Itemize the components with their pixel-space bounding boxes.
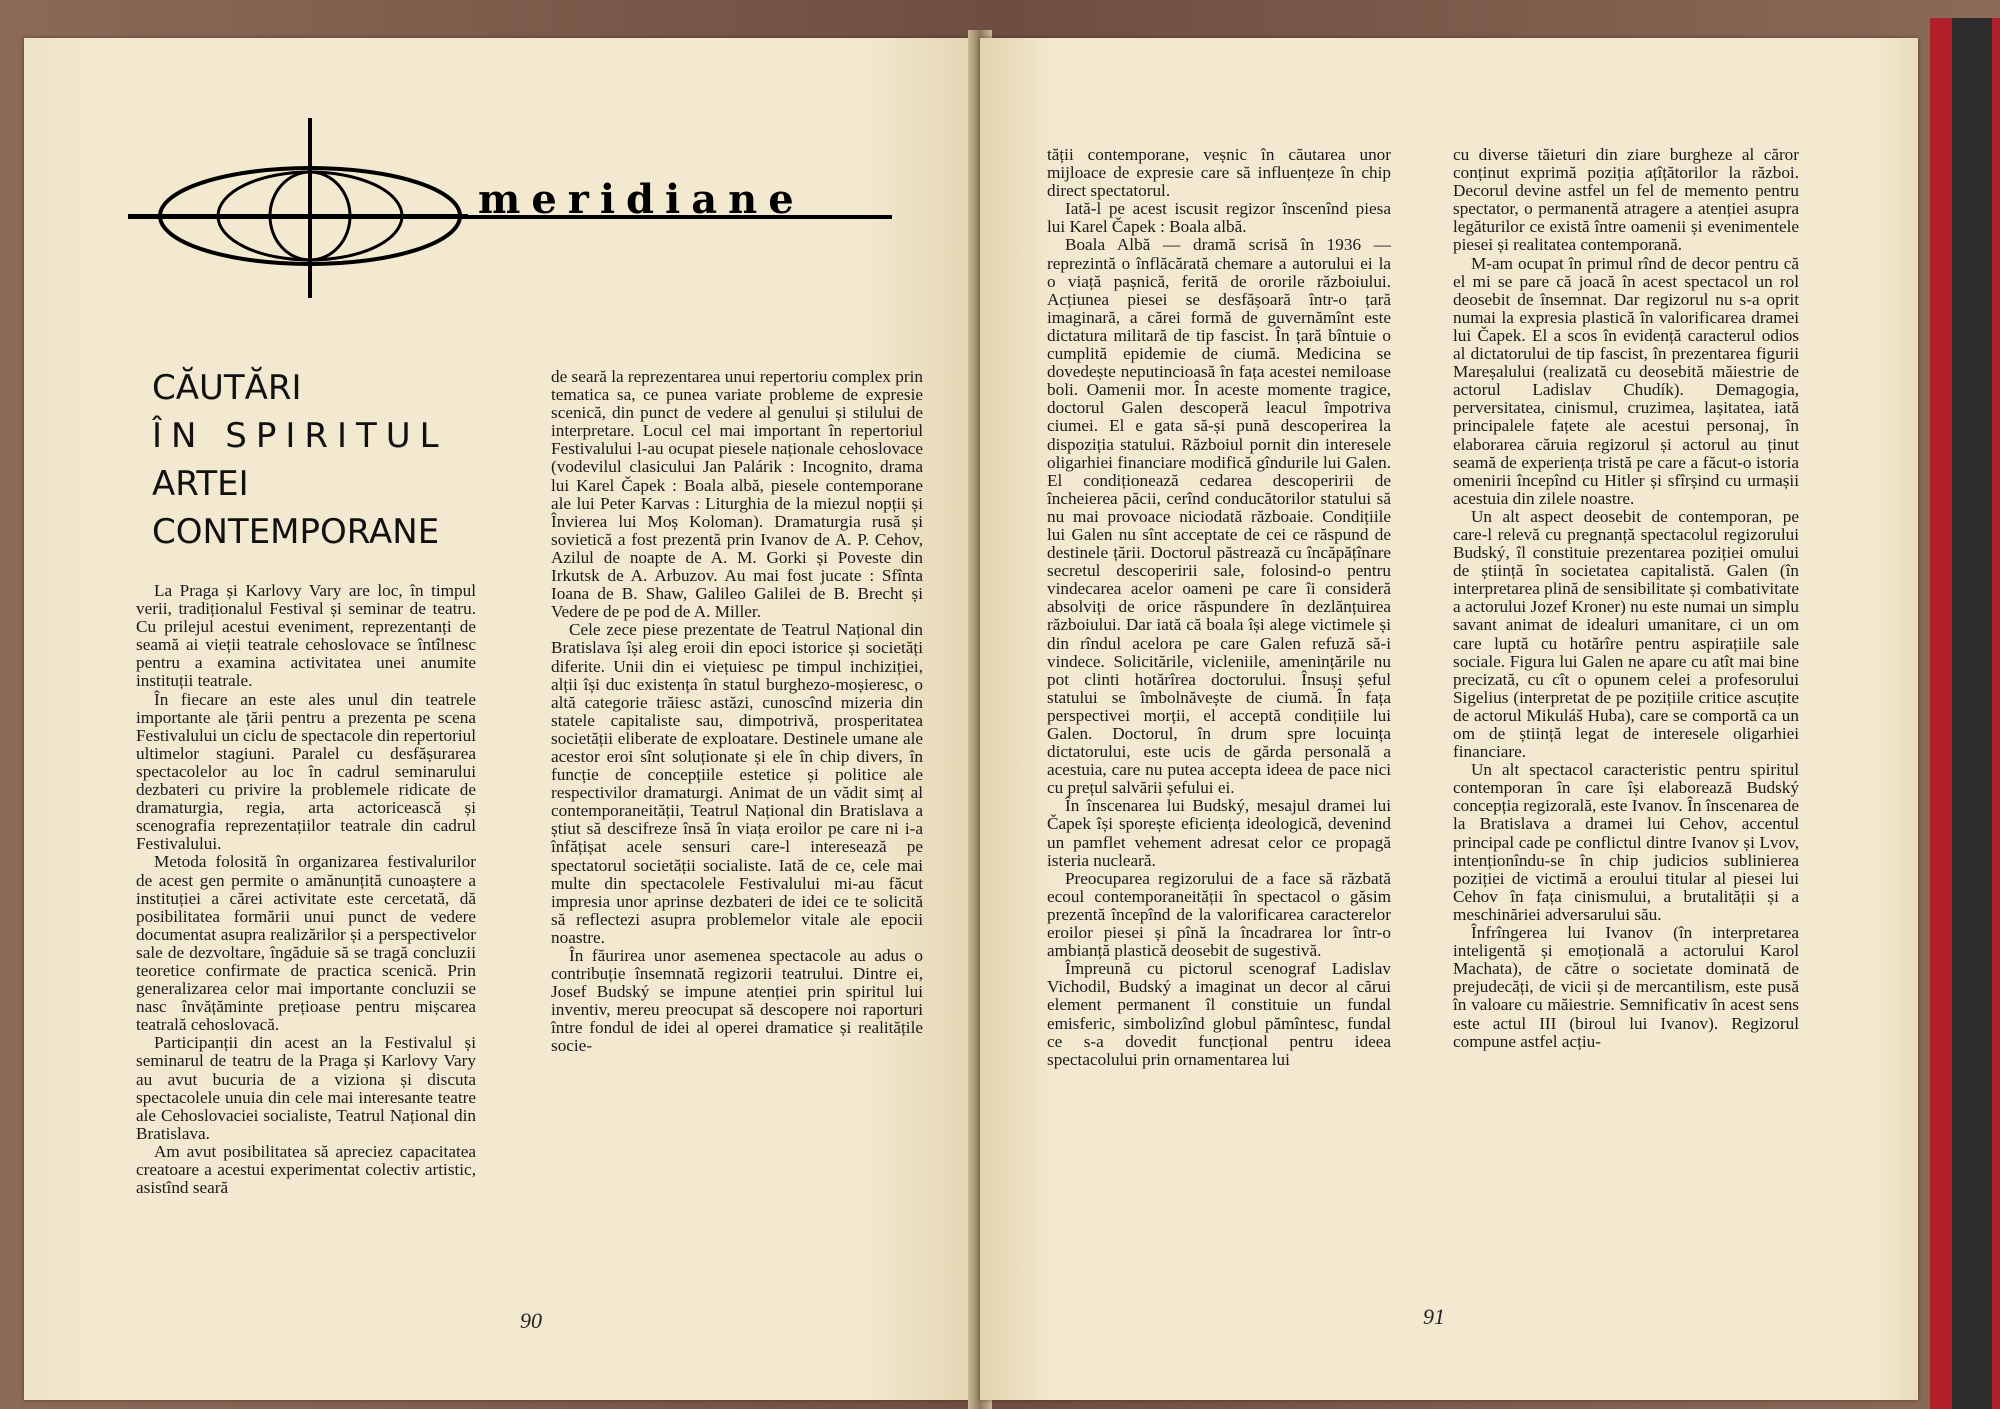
paragraph: Metoda folosită în organizarea festivalurilor de acest gen permite o amănunțită cunoaștere a instituției a cărei activitate este cercetată, dă posibilitatea formării unui punct de vedere documentat asupra realizărilor și a perspectivelor sale de dezvoltare, îngăduie să se tragă concluzii teoretice confirmate de practica scenică. Prin generalizarea celor mai importante concluzii se nasc învățăminte prețioase pentru mișcarea teatrală cehoslovacă. [136,852,476,1035]
title-line-1: CĂUTĂRI [152,368,302,408]
paragraph: La Praga și Karlovy Vary are loc, în timpul verii, tradiționalul Festival și seminar de teatru. Cu prilejul acestui eveniment, reprezentanți de seamă ai vieții teatrale cehoslovace se întîlnesc pentru a examina activitatea unei anumite instituții teatrale. [136,581,476,691]
right-page [980,38,1918,1400]
globe-logo-icon [128,118,468,298]
page-number-right: 91 [1423,1304,1445,1329]
paragraph: Înfrîngerea lui Ivanov (în interpretarea inteligentă și emoțională a actorului Karol Machata), de către o societate dominată de prejudecăți, de vicii și de mercantilism, este pusă în valoare cu măiestrie. Semnificativ în acest sens este actul III (biroul lui Ivanov). Regizorul compune astfel acțiu- [1453,923,1799,1051]
title-line-4: CONTEMPORANE [152,512,440,552]
paragraph: tății contemporane, veșnic în căutarea unor mijloace de expresie care să influențeze în chip direct spectatorul. [1047,145,1391,201]
paragraph: Un alt aspect deosebit de contemporan, pe care-l relevă cu pregnanță spectacolul regizorului Budský, îl constituie prezentarea poziției omului de știință în societatea capitalistă. Galen (în interpretarea plină de sensibilitate și combativitate a actorului Jozef Kroner) nu este numai un simplu savant animat de idealuri umanitare, ci un om care luptă cu hotărîre pentru aspirațiile sale sociale. Figura lui Galen ne apare cu atît mai bine precizată, cu cît o opunem celei a profesorului Sigelius (interpretat de pe pozițiile critice ascuțite de actorul Mikuláš Huba), care se comportă ca un om de știință legat de interesele oligarhiei financiare. [1453,506,1800,762]
paragraph: Am avut posibilitatea să apreciez capacitatea creatoare a acestui experimentat colectiv artistic, asistînd seară [136,1141,476,1198]
paragraph: cu diverse tăieturi din ziare burgheze al căror conținut exprimă poziția ațîțătorilor la război. Decorul devine astfel un fel de memento pentru spectator, o permanentă atragere a atenției asupra legăturilor ce există între oamenii și evenimentele piesei și realitatea contemporană. [1453,145,1799,255]
paragraph: Un alt spectacol caracteristic pentru spiritul contemporan în care își elaborează Budský concepția regizorală, este Ivanov. În înscenarea de la Bratislava a dramei lui Cehov, accentul principal cade pe conflictul dintre Ivanov și Lvov, intenționîndu-se în chip judicios sublinierea poziției de victimă a eroului titular al piesei lui Cehov în fața cinismului, a brutalității și a meschinăriei adversarului său. [1453,760,1799,924]
paragraph: M-am ocupat în primul rînd de decor pentru că el mi se pare că joacă în acest spectacol un rol deosebit de însemnat. Dar regizorul nu s-a oprit numai la expresia plastică în valorificarea dramei lui Čapek. El a scos în evidență caracterul odios al dictatorului de tip fascist, în prezentarea figurii Mareșalului (realizată cu deosebită măiestrie de actorul Ladislav Chudík). Demagogia, perversitatea, cinismul, cruzimea, lașitatea, iată principalele fațete ale acestui personaj, în elaborarea căruia regizorul și actorul au ținut seamă de experiența tristă pe care a făcut-o istoria omenirii începînd cu Hitler și sfîrșind cu urmașii acestuia din zilele noastre. [1453,253,1799,508]
paragraph: Împreună cu pictorul scenograf Ladislav Vichodil, Budský a imaginat un decor al cărui element permanent îl constituie un fundal emisferic, simbolizînd globul pămîntesc, fundal ce s-a dovedit funcțional pentru ideea spectacolului prin ornamentarea lui [1047,959,1391,1069]
page-number-left: 90 [520,1308,542,1333]
article-title [152,364,448,556]
paragraph: Iată-l pe acest iscusit regizor înscenînd piesa lui Karel Čapek : Boala albă. [1047,199,1391,237]
book-cover-edge [1930,18,2000,1409]
paragraph: În fiecare an este ales unul din teatrele importante ale țării pentru a prezenta pe scena Festivalului un ciclu de spectacole din repertoriul ultimelor stagiuni. Paralel cu desfășurarea spectacolelor au loc în cadrul seminarului dezbateri cu privire la problemele ridicate de dramaturgia, regia, arta actoricească și scenografia reprezentațiilor teatrale din cadrul Festivalului. [136,689,476,854]
paragraph: În înscenarea lui Budský, mesajul dramei lui Čapek își sporește eficiența ideologică, devenind un pamflet vehement adresat celor ce propagă isteria nucleară. [1047,796,1391,870]
paragraph: Cele zece piese prezentate de Teatrul Național din Bratislava își aleg eroii din epoci istorice și societăți diferite. Unii din ei viețuiesc pe timpul inchiziției, alții își duc existența în statul burghezo-moșieresc, o altă categorie trăiesc astăzi, cunoscînd mizeria din statele capitaliste sau, dimpotrivă, prosperitatea societății eliberate de exploatare. Destinele umane ale acestor eroi sînt soluționate și ele în chip divers, în funcție de concepțiile estetice și politice ale respectivilor dramaturgi. Animat de un vădit simț al contemporaneității, Teatrul Național din Bratislava a știut să descifreze însă în viața eroilor pe care ni i-a înfățișat acele sensuri care-l interesează pe spectatorul societății socialiste. Iată de ce, cele mai multe din spectacolele Festivalului mi-au făcut impresia unor aprinse dezbateri de idei ce te solicită să reflectezi asupra problemelor vitale ale epocii noastre. [551,620,923,947]
paragraph: Preocuparea regizorului de a face să răzbată ecoul contemporaneității în spectacol o găsim prezentă începînd de la valorificarea caracterelor eroilor piesei și pînă la încadrarea lor într-o ambianță plastică deosebit de sugestivă. [1047,868,1391,961]
title-line-2: ÎN SPIRITUL [152,416,448,456]
left-column-1 [136,582,476,1197]
left-page [24,38,976,1400]
title-line-3: ARTEI [152,464,249,504]
paragraph: Participanții din acest an la Festivalul și seminarul de teatru de la Praga și Karlovy Vary au avut bucuria de a viziona și discuta spectacolele unuia din cele mai interesante teatre ale Cehoslovaciei socialiste, Teatrul Național din Bratislava. [136,1033,476,1143]
cover-shadow [1952,18,1992,1409]
paragraph: de seară la reprezentarea unui repertoriu complex prin tematica sa, ce punea variate probleme de expresie scenică, din punct de vedere al genului și stilului de interpretare. Locul cel mai important în repertoriul Festivalului l-au ocupat piesele naționale cehoslovace (vodevilul clasicului Jan Palárik : Incognito, drama lui Karel Čapek : Boala albă, piesele contemporane ale lui Peter Karvas : Liturghia de la miezul nopții și Învierea lui Moș Koloman). Dramaturgia rusă și sovietică a fost prezentă prin Ivanov de A. P. Cehov, Azilul de noapte de A. M. Gorki și Poveste din Irkutsk de A. Arbuzov. Au mai fost jucate : Sfînta Ioana de B. Shaw, Galileo Galilei de B. Brecht și Vedere de pe pod de A. Miller. [551,367,923,622]
section-header: meridiane [478,176,805,223]
paragraph: În făurirea unor asemenea spectacole au adus o contribuție însemnată regizorii teatrului. Dintre ei, Josef Budský se impune atenției prin spiritul lui inventiv, mereu preocupat să descopere noi raporturi între fondul de idei al operei dramatice și realitățile socie- [551,946,923,1056]
paragraph: Boala Albă — dramă scrisă în 1936 — reprezintă o înflăcărată chemare a autorului ei la o viață pașnică, ferită de ororile războiului. Acțiunea piesei se desfășoară într-o țară imaginară, a cărei formă de guvernămînt este dictatura militară de tip fascist. În țară bîntuie o cumplită epidemie de ciumă. Medicina se dovedește neputincioasă în fața acestei nemiloase boli. Oamenii mor. În aceste momente tragice, doctorul Galen descoperă leacul împotriva ciumei. El e gata să-și pună descoperirea la dispoziția statului. Războiul pornit din interesele oligarhiei financiare modifică gîndurile lui Galen. El condiționează cedarea descoperirii de încheierea păcii, cerînd conducătorilor statului să nu mai provoace niciodată războaie. Condițiile lui Galen nu sînt acceptate de cei ce răspund de destinele țării. Doctorul păstrează cu încăpățînare secretul descoperirii sale, folosind-o pentru vindecarea acelor oameni pe care îi consideră absolviți de orice răspundere în dezlănțuirea războiului. Dar iată că boala își alege victimele și din rîndul acelora pe care Galen refuză să-i vindece. Solicitările, vicleniile, amenințările nu pot clinti hotărîrea doctorului. Însuși șeful statului se îmbolnăvește de ciumă. În fața perspectivei morții, el acceptă condițiile lui Galen. Doctorul, în drum spre locuința dictatorului, este ucis de gărda personală a acestuia, care nu putea accepta ideea de pace nici cu prețul salvării șefului ei. [1047,235,1391,798]
right-column-2 [1453,146,1799,1051]
right-column-1 [1047,146,1391,1069]
left-column-2 [551,368,923,1056]
